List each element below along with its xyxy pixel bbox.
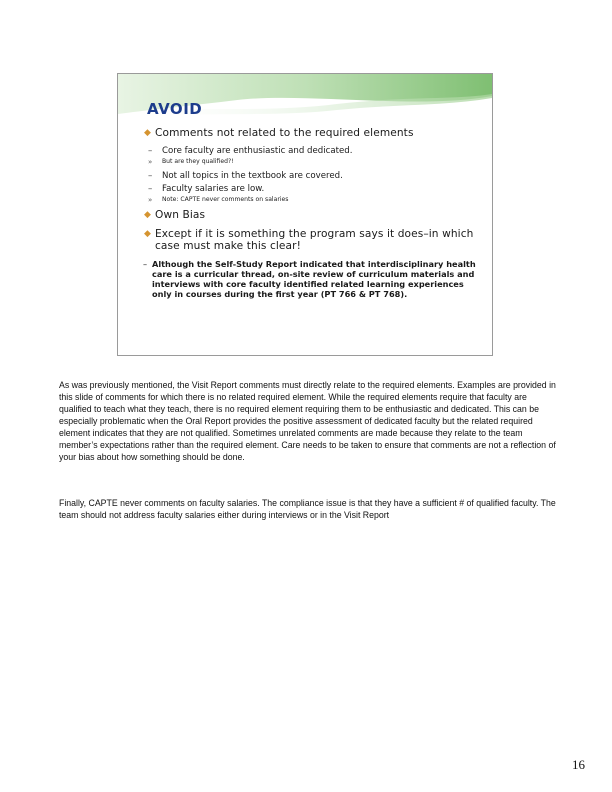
slide-sub-bullet: [148, 184, 484, 195]
bullet-diamond-icon: ◆: [144, 228, 152, 239]
notes-paragraph: Finally, CAPTE never comments on faculty salaries. The compliance issue is that they have a sufficient # of qualified faculty. The team should not address faculty salaries either during interviews or in the Visit Report: [59, 498, 556, 520]
bullet-text: Comments not related to the required elements: [155, 127, 414, 139]
bullet-text: Own Bias: [155, 209, 206, 221]
bullet-text: Except if it is something the program says it does–in which case must make this clear!: [155, 227, 474, 252]
bullet-diamond-icon: ◆: [144, 210, 152, 220]
slide-example: [143, 259, 484, 300]
dash-icon: –: [148, 171, 153, 181]
slide-title: AVOID: [147, 100, 203, 118]
slide-body: [144, 127, 484, 299]
slide-bullet: [144, 228, 484, 253]
dash-icon: –: [148, 145, 153, 156]
notes-paragraph: As was previously mentioned, the Visit Report comments must directly relate to the required elements. Examples are provided in this slide of comments for which there is no related required element. While the required elements require that faculty are qualified to teach what they teach, there is no required element requiring them to be enthusiastic and dedicated. This can be especially problematic when the Oral Report provides the positive assessment of dedicated faculty but the related required element indicates that they are not qualified. Sometimes unrelated comments are made because they relate to the team member’s expectations rather than the required element. Care needs to be taken to ensure that comments are not a reflection of your bias about how something should be done.: [59, 380, 556, 462]
slide-bullet: [144, 127, 484, 140]
note-text: But are they qualified?!: [162, 158, 234, 165]
page-number: 16: [572, 757, 585, 772]
slide-sub-bullet: [148, 146, 484, 157]
chevron-right-icon: »: [148, 158, 153, 166]
slide-note: [148, 196, 484, 204]
dash-icon: –: [148, 183, 153, 194]
bullet-diamond-icon: ◆: [144, 128, 152, 138]
note-text: Note: CAPTE never comments on salaries: [162, 196, 289, 203]
slide-bullet: [144, 209, 484, 222]
slide-sub-bullet: [148, 171, 484, 182]
dash-icon: –: [143, 258, 148, 269]
sub-bullet-text: Faculty salaries are low.: [162, 183, 265, 194]
slide-thumbnail: [117, 73, 493, 356]
sub-bullet-text: Not all topics in the textbook are covered.: [162, 171, 343, 181]
sub-bullet-text: Core faculty are enthusiastic and dedicated.: [162, 145, 353, 156]
slide-note: [148, 158, 484, 166]
chevron-right-icon: »: [148, 196, 153, 204]
example-text: Although the Self-Study Report indicated that interdisciplinary health care is a curricular thread, on-site review of curriculum materials and interviews with core faculty identified related learning experiences only in courses during the first year (PT 766 & PT 768).: [152, 258, 476, 300]
